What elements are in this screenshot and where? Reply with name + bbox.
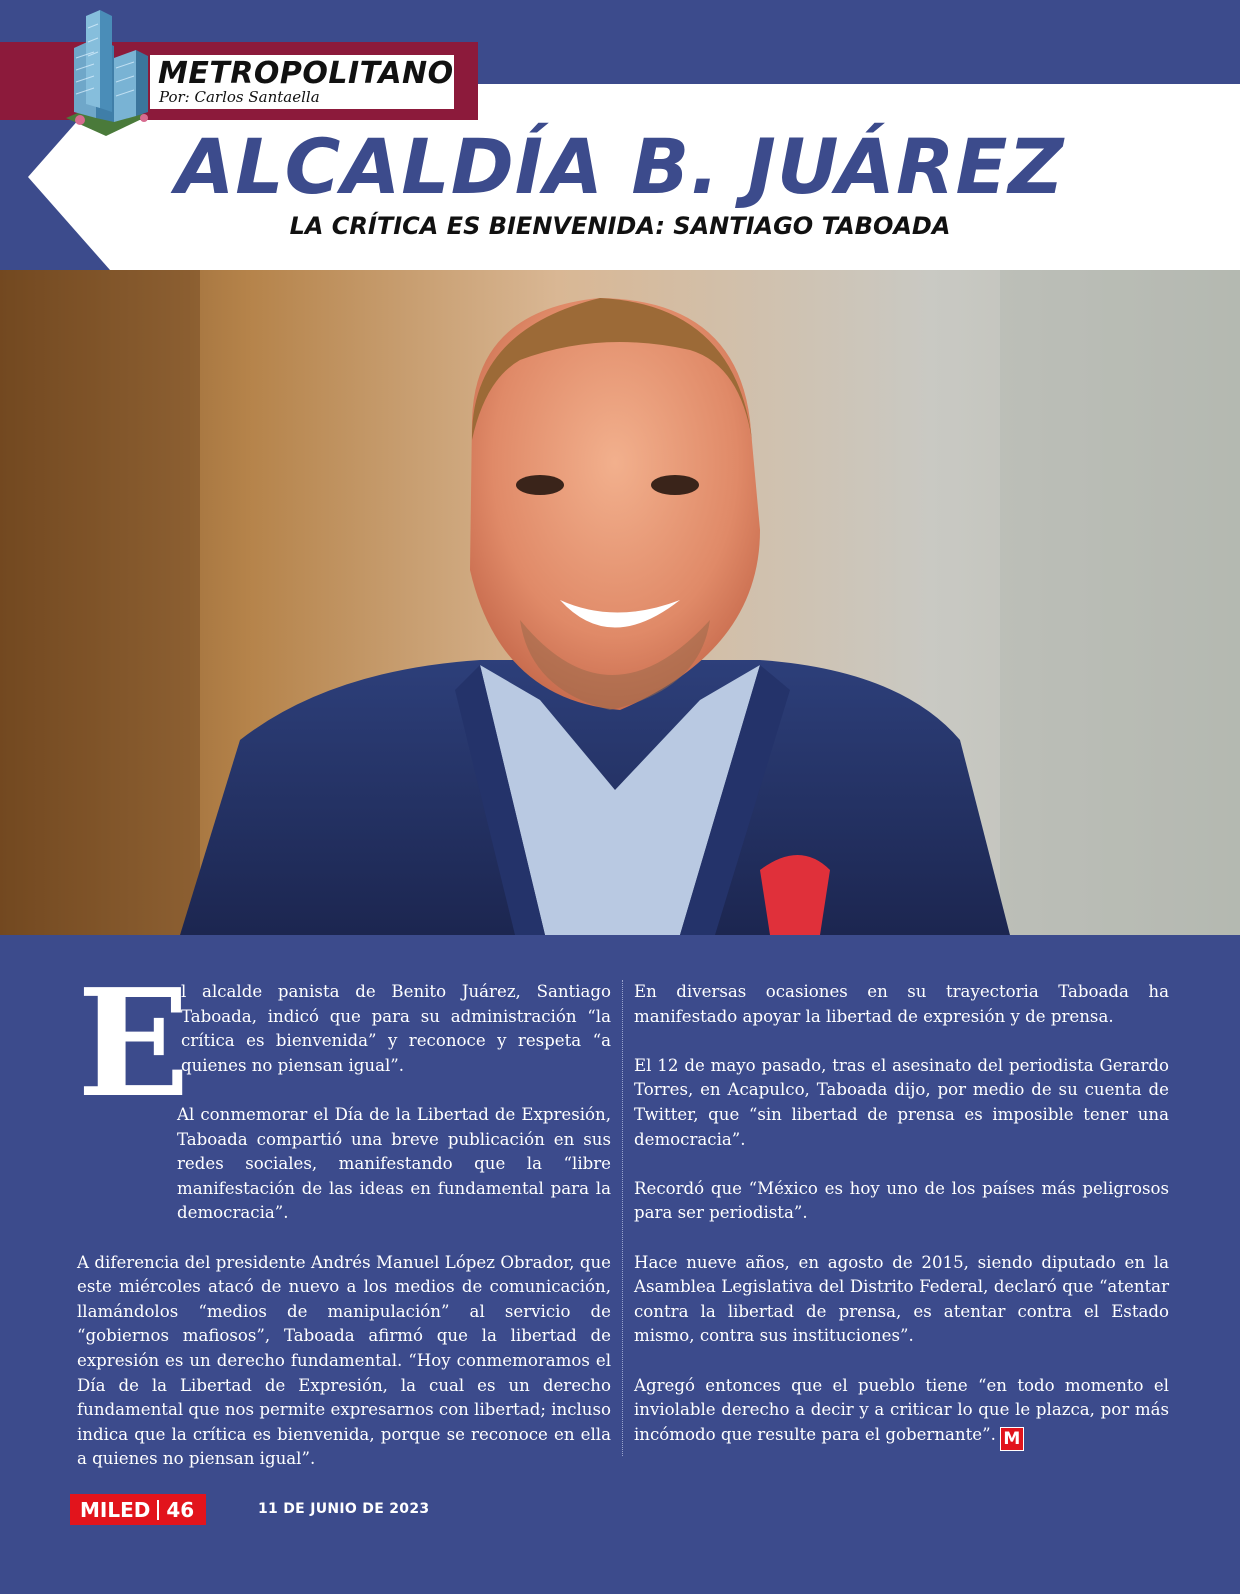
article-text: l alcalde panista de Benito Juárez, Santiago Taboada, indicó que para su administración “la crítica es bienvenida” y reconoce y respeta “a quienes no piensan igual”. [181,982,611,1075]
article-column-left [77,956,611,1496]
article-body [77,956,1169,1469]
footer-badge [70,1494,206,1525]
footer-brand: MILED [80,1497,151,1522]
building-icon [56,8,156,138]
column-divider [622,980,623,1456]
portrait-illustration [0,270,1240,935]
section-title: METROPOLITANO [158,56,454,91]
issue-date: 11 DE JUNIO DE 2023 [258,1501,430,1517]
headline: ALCALDÍA B. JUÁREZ [175,122,1065,211]
article-paragraph: Hace nueve años, en agosto de 2015, siendo diputado en la Asamblea Legislativa del Distrito Federal, declaró que “atentar contra la libertad de prensa, es atentar contra el Estado mismo, contra sus instituciones”. [634,1252,1169,1346]
article-paragraph: A diferencia del presidente Andrés Manuel López Obrador, que este miércoles atacó de nuevo a los medios de comunicación, llamándolos “medios de manipulación” al servicio de “gobiernos mafiosos”, Taboada afirmó que la libertad de expresión es un derecho fundamental. “Hoy conmemoramos el Día de la Libertad de Expresión, la cual es un derecho fundamental que nos permite expresarnos con libertad; incluso indica que la crítica es bienvenida, porque se reconoce en ella a quienes no piensan igual”. [77,1252,611,1469]
article-column-right [634,980,1169,1475]
article-paragraph: El 12 de mayo pasado, tras el asesinato del periodista Gerardo Torres, en Acapulco, Taboada dijo, por medio de su cuenta de Twitter, que “sin libertad de prensa es imposible tener una democracia”. [634,1055,1169,1149]
page-number: 46 [166,1497,195,1522]
article-paragraph [77,956,611,1130]
article-paragraph: En diversas ocasiones en su trayectoria Taboada ha manifestado apoyar la libertad de expresión y de prensa. [634,982,1169,1026]
end-mark-icon: M [1000,1427,1024,1451]
article-text: Agregó entonces que el pueblo tiene “en todo momento el inviolable derecho a decir y a criticar lo que le plazca, por más incómodo que resulte para el gobernante”. [634,1375,1169,1444]
byline: Por: Carlos Santaella [159,88,320,106]
article-paragraph: Recordó que “México es hoy uno de los países más peligrosos para ser periodista”. [634,1178,1169,1223]
footer-separator [157,1500,159,1520]
subheadline: LA CRÍTICA ES BIENVENIDA: SANTIAGO TABOADA [289,212,951,240]
article-paragraph [634,1374,1169,1451]
portrait-photo [0,270,1240,935]
drop-cap: E [77,956,190,1130]
article-paragraph: Al conmemorar el Día de la Libertad de Expresión, Taboada compartió una breve publicación en sus redes sociales, manifestando que la “libre manifestación de las ideas en fundamental para la democracia”. [177,1104,611,1223]
